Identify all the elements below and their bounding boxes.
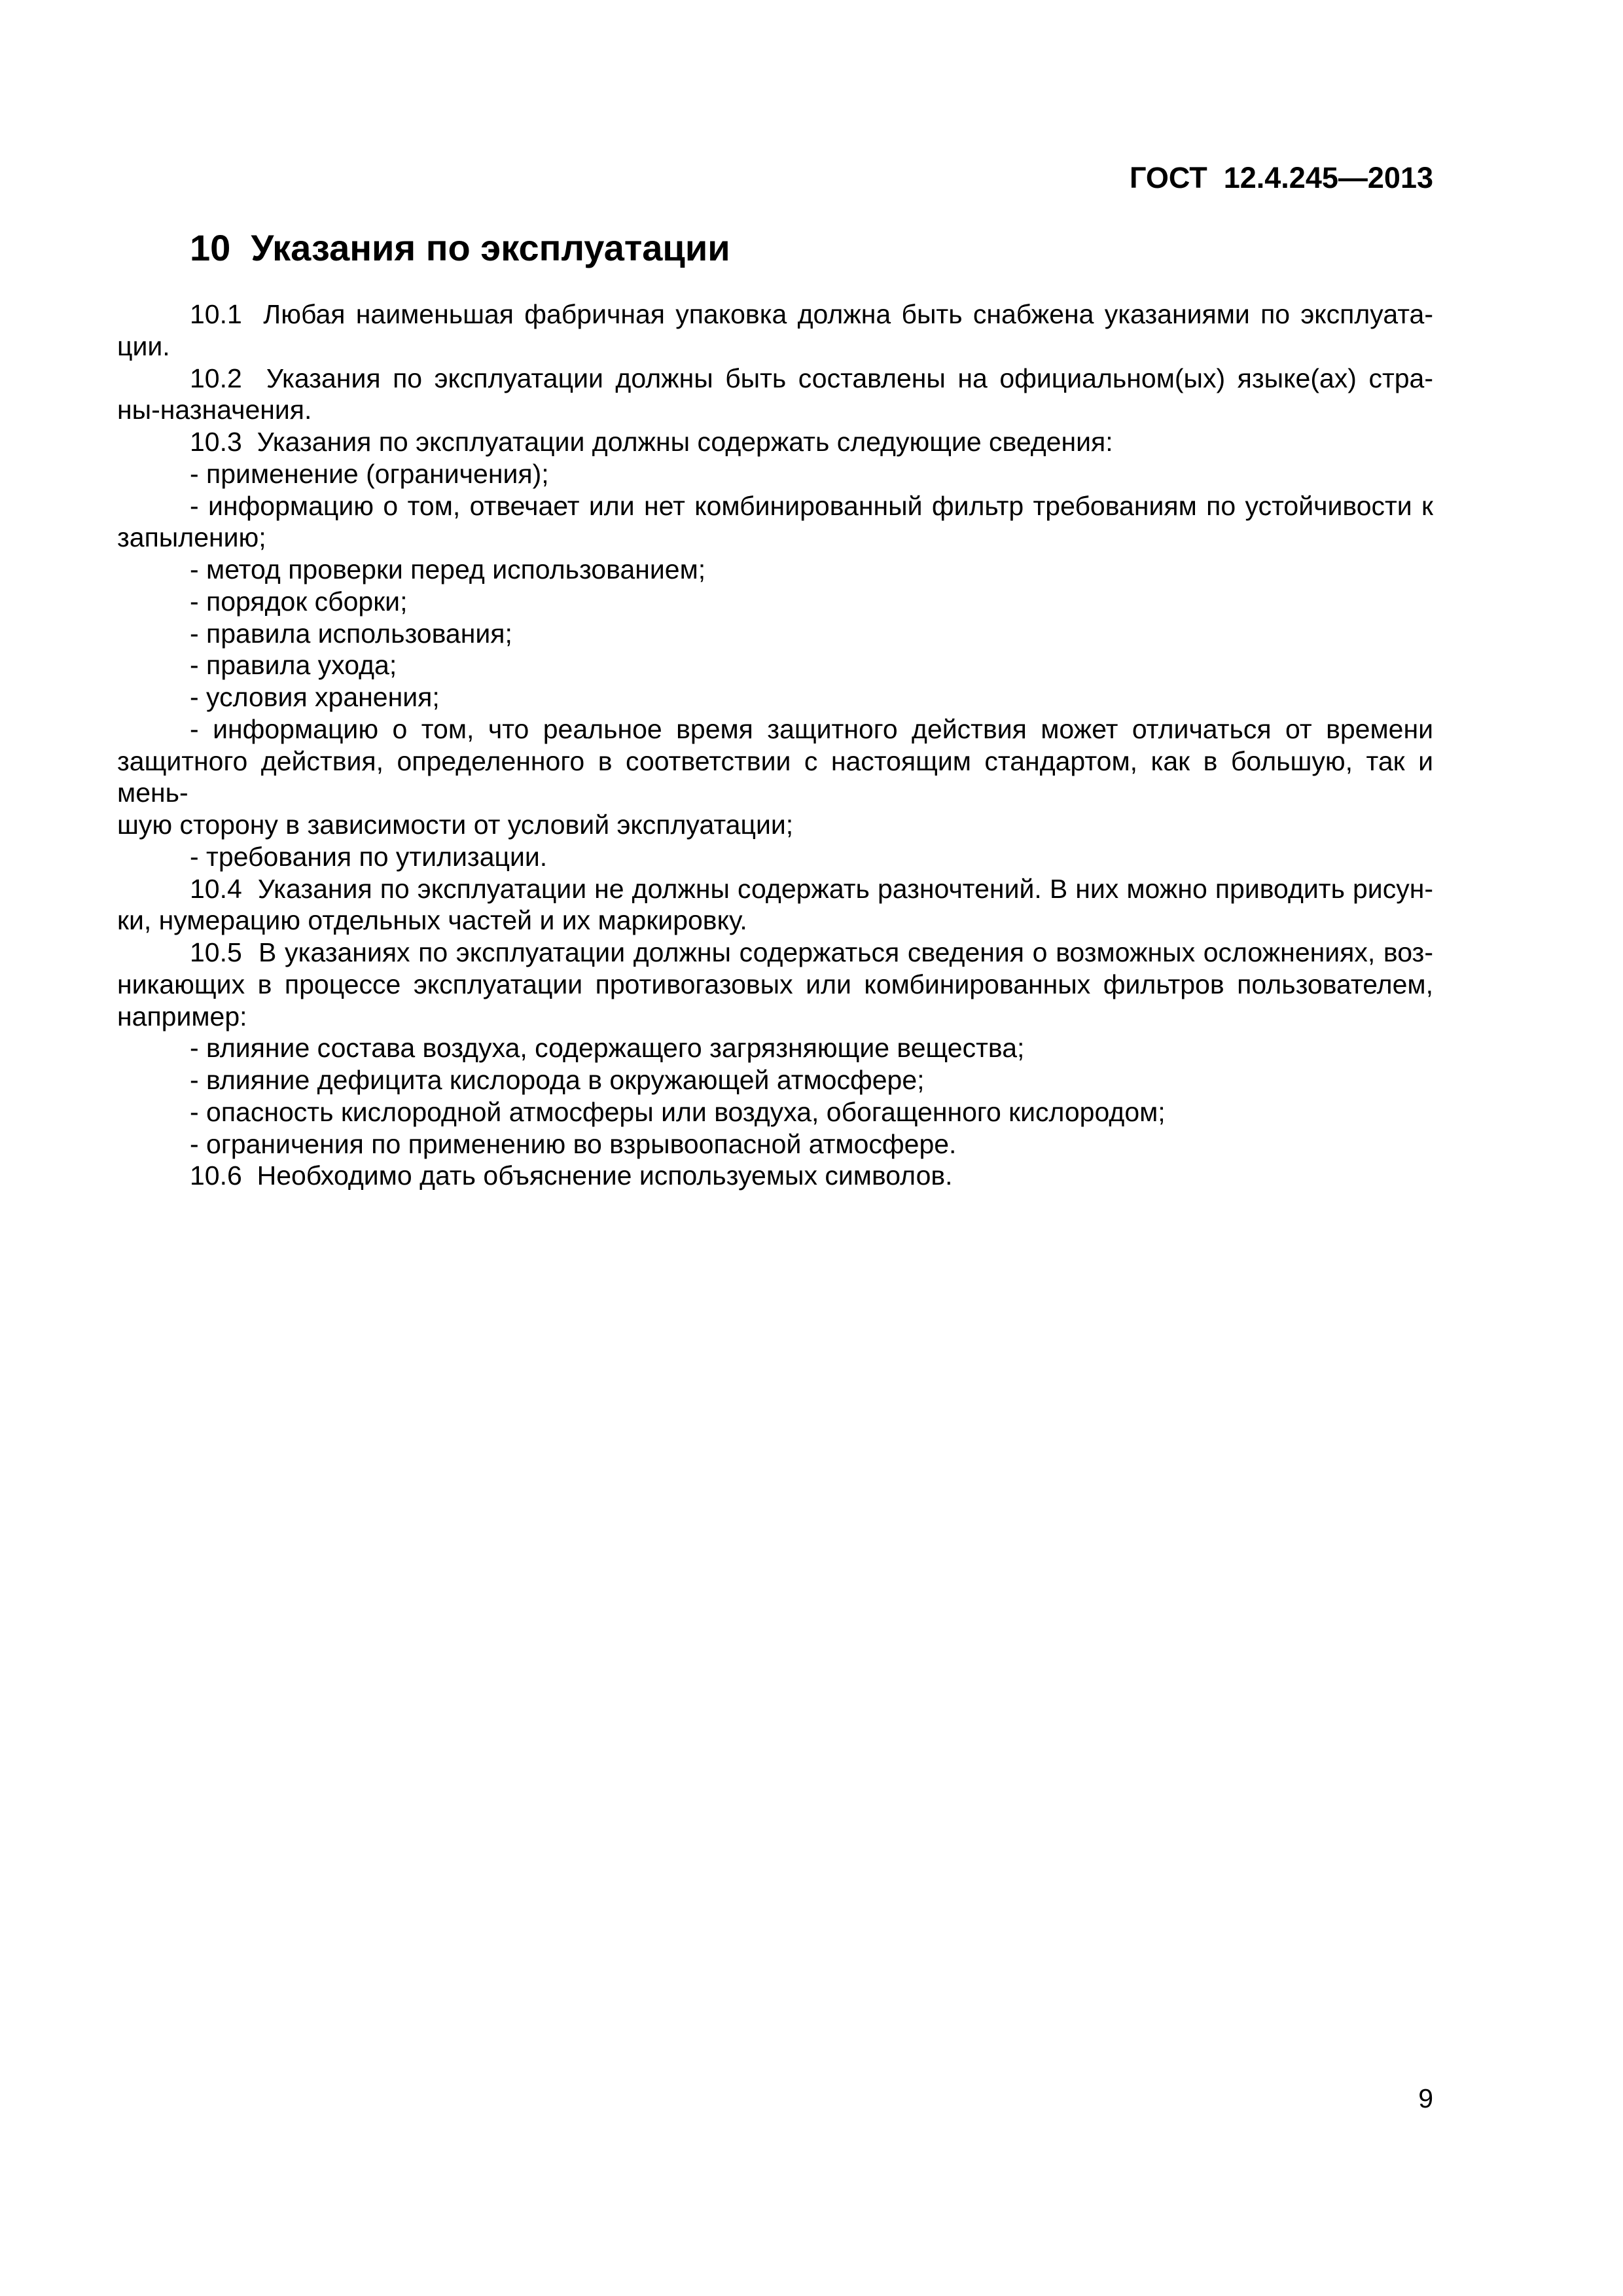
text-line: ны-назначения.	[117, 395, 312, 425]
text-line: 10.3 Указания по эксплуатации должны содержать следующие сведения:	[190, 427, 1113, 457]
standard-code-header: ГОСТ 12.4.245—2013	[1129, 161, 1433, 194]
text-line: 10.6 Необходимо дать объяснение используемых символов.	[190, 1160, 953, 1191]
text-line: никающих в процессе эксплуатации противогазовых или комбинированных фильтров пользователем,	[117, 969, 1433, 999]
list-item-line: - порядок сборки;	[190, 586, 408, 617]
list-item-line: - влияние дефицита кислорода в окружающей атмосфере;	[190, 1065, 925, 1095]
list-item-line: - применение (ограничения);	[190, 458, 549, 489]
text-line: ции.	[117, 331, 170, 361]
text-line: 10.1 Любая наименьшая фабричная упаковка должна быть снабжена указаниями по эксплуата-	[190, 299, 1433, 329]
text-line: ки, нумерацию отдельных частей и их маркировку.	[117, 905, 747, 936]
list-item-line: - влияние состава воздуха, содержащего загрязняющие вещества;	[190, 1033, 1025, 1064]
text-line: 10.2 Указания по эксплуатации должны быть составлены на официальном(ых) языке(ах) стра-	[190, 363, 1433, 393]
section-heading: 10 Указания по эксплуатации	[190, 227, 730, 268]
list-item-line: - информацию о том, что реальное время защитного действия может отличаться от времени	[190, 713, 1433, 744]
list-item-line: - требования по утилизации.	[190, 841, 548, 872]
list-item-line: - правила использования;	[190, 618, 512, 649]
list-item-line: - метод проверки перед использованием;	[190, 554, 706, 584]
list-item-line: - правила ухода;	[190, 650, 397, 681]
text-line: 10.4 Указания по эксплуатации не должны содержать разночтений. В них можно приводить рисун-	[190, 873, 1433, 904]
list-item-line: - опасность кислородной атмосферы или воздуха, обогащенного кислородом;	[190, 1096, 1166, 1127]
text-line: например:	[117, 1001, 247, 1031]
text-line: шую сторону в зависимости от условий эксплуатации;	[117, 810, 794, 840]
text-line: запылению;	[117, 522, 266, 553]
text-line: защитного действия, определенного в соответствии с настоящим стандартом, как в большую, так и мень-	[117, 745, 1433, 808]
list-item-line: - информацию о том, отвечает или нет комбинированный фильтр требованиям по устойчивости к	[190, 490, 1433, 521]
list-item-line: - условия хранения;	[190, 682, 440, 712]
page-number: 9	[1418, 2083, 1433, 2113]
text-line: 10.5 В указаниях по эксплуатации должны содержаться сведения о возможных осложнениях, воз-	[190, 937, 1433, 967]
list-item-line: - ограничения по применению во взрывоопасной атмосфере.	[190, 1128, 957, 1159]
body-text	[117, 298, 1433, 1192]
